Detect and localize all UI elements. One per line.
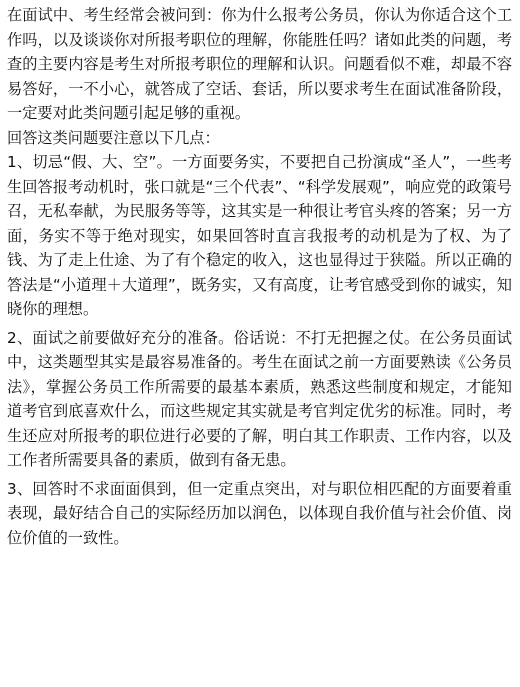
point-2-paragraph: 2、面试之前要做好充分的准备。俗话说：不打无把握之仗。在公务员面试中，这类题型其实是最容易准备的。考生在面试之前一方面要熟读《公务员法》，掌握公务员工作所需要的最基本素质，熟悉这些制度和规定，才能知道考官到底喜欢什么，而这些规定其实就是考官判定优劣的标准。同时，考生还应对所报考的职位进行必要的了解，明白其工作职责、工作内容，以及工作者所需要具备的素质，做到有备无患。	[7, 328, 512, 469]
points-heading: 回答这类问题要注意以下几点：	[7, 128, 220, 147]
point-1-paragraph: 1、切忌“假、大、空”。一方面要务实，不要把自己扮演成“圣人”，一些考生回答报考动机时，张口就是“三个代表”、“科学发展观”，响应党的政策号召，无私奉献，为民服务等等，这其实是一种很让考官头疼的答案；另一方面，务实不等于绝对现实，如果回答时直言我报考的动机是为了权、为了钱、为了走上仕途、为了有个稳定的收入，这也显得过于狭隘。所以正确的答法是“小道理＋大道理”，既务实，又有高度，让考官感受到你的诚实，知晓你的理想。	[7, 153, 512, 318]
intro-paragraph: 在面试中、考生经常会被问到：你为什么报考公务员，你认为你适合这个工作吗，以及谈谈你对所报考职位的理解，你能胜任吗？诸如此类的问题，考查的主要内容是考生对所报考职位的理解和认识。问题看似不难，却最不容易答好，一不小心，就答成了空话、套话，所以要求考生在面试准备阶段，一定要对此类问题引起足够的重视。	[7, 6, 512, 122]
point-3-paragraph: 3、回答时不求面面俱到，但一定重点突出，对与职位相匹配的方面要着重表现，最好结合自己的实际经历加以润色，以体现自我价值与社会价值、岗位价值的一致性。	[7, 479, 512, 547]
